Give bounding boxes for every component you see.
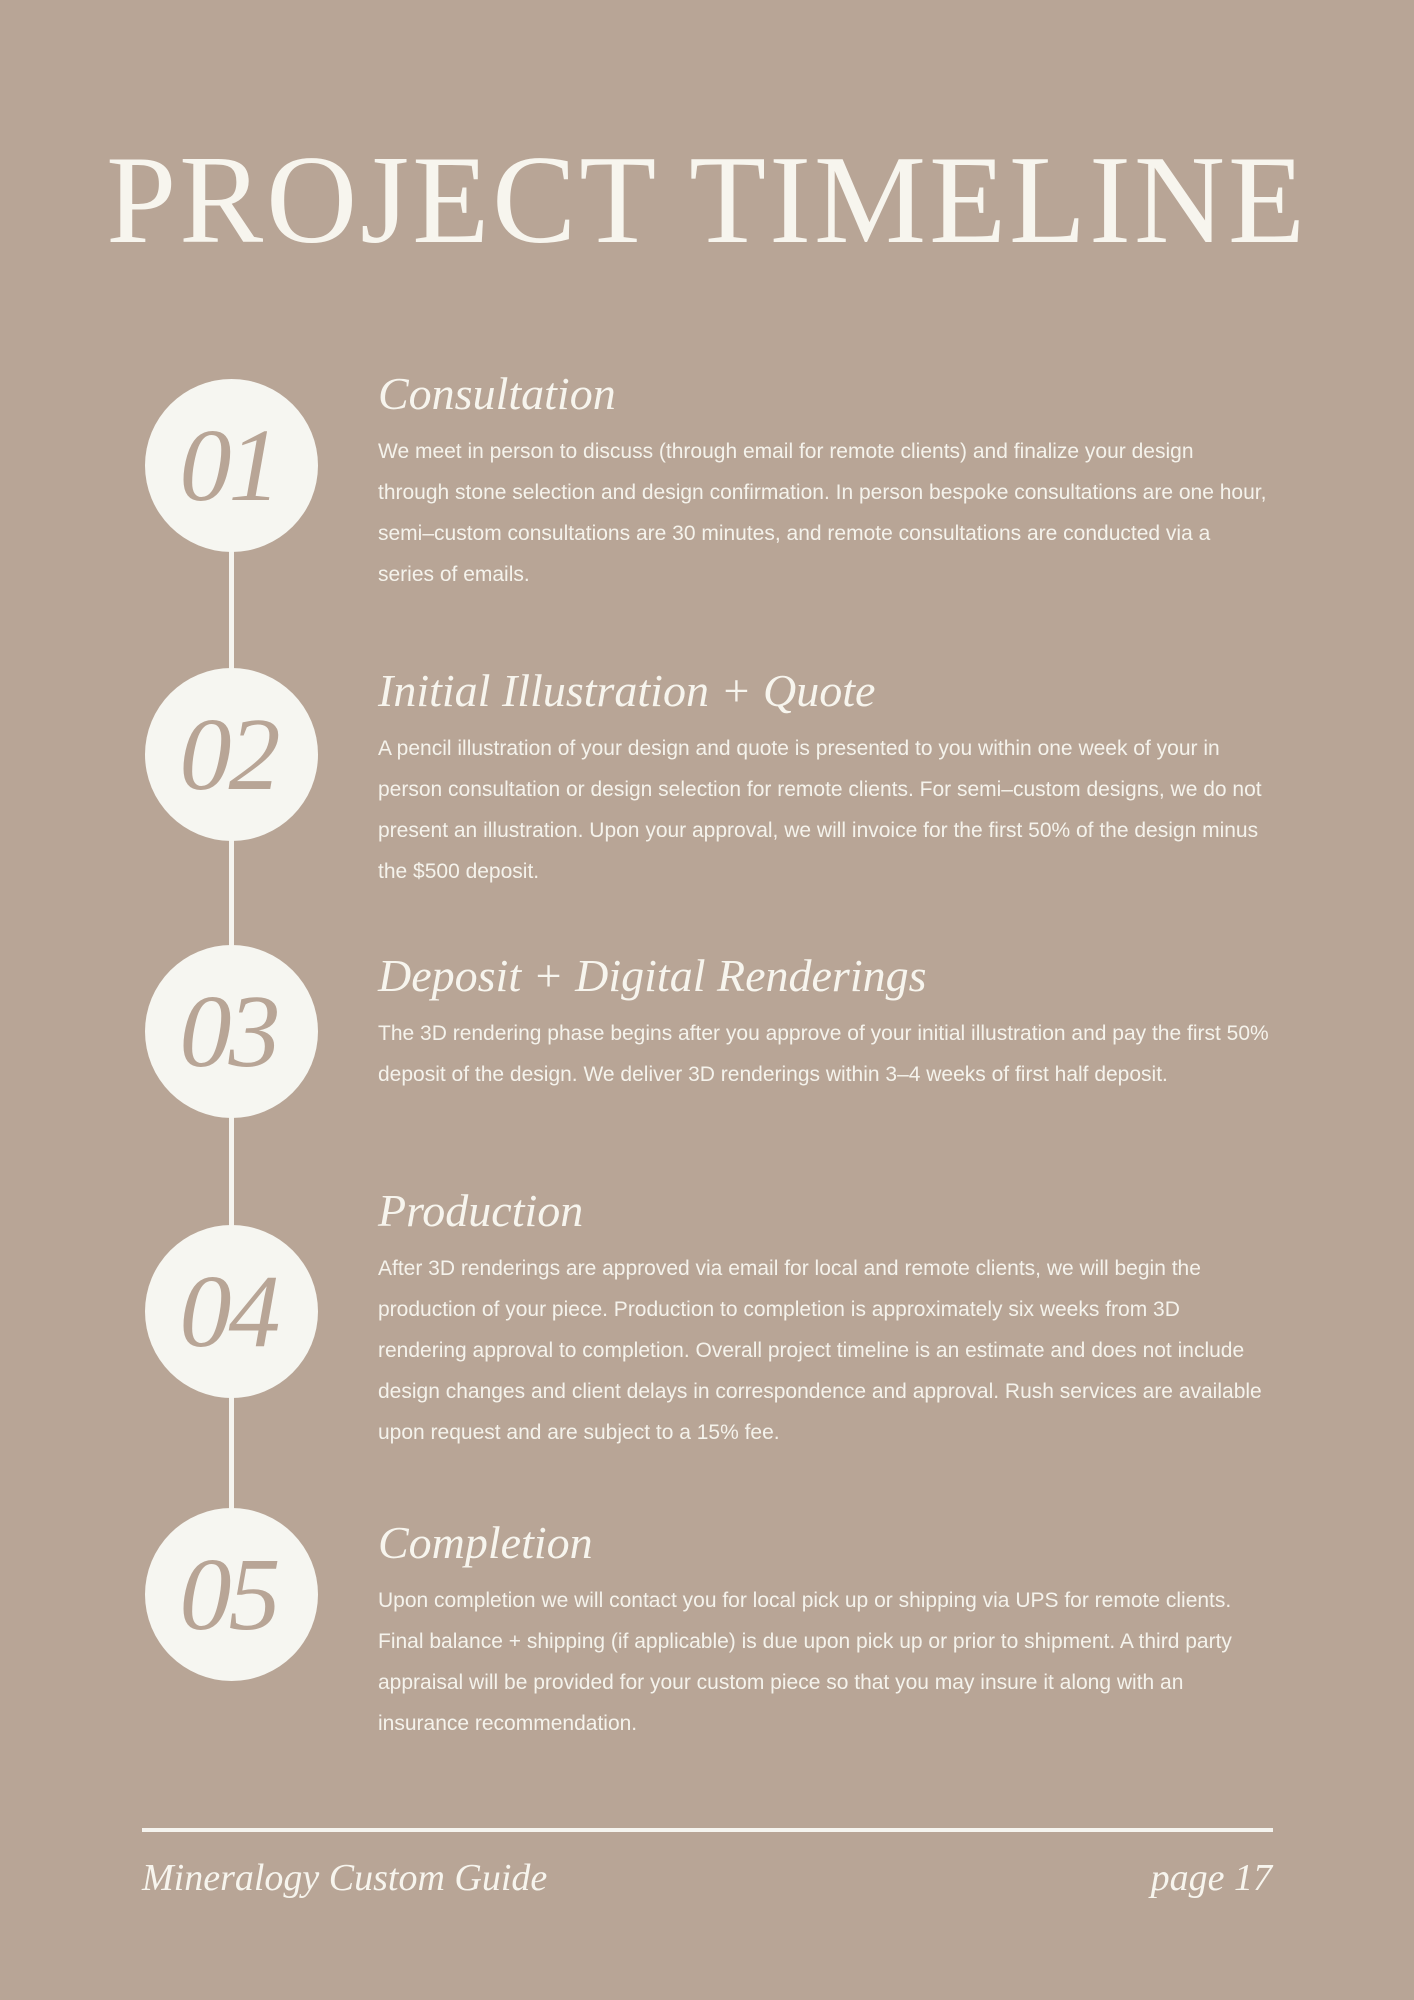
step-body: After 3D renderings are approved via email for local and remote clients, we will begin the production of your piece. Production to completion is approximately six weeks from 3D rendering approval to completion. Overall project timeline is an estimate and does not include design changes and client delays in correspondence and approval. Rush services are available upon request and are subject to a 15% fee. xyxy=(378,1256,1262,1444)
step-body: A pencil illustration of your design and quote is presented to you within one week of your in person consultation or design selection for remote clients. For semi–custom designs, we do not present an illustration. Upon your approval, we will invoice for the first 50% of the design minus the $500 deposit. xyxy=(378,736,1262,883)
timeline-step xyxy=(378,1517,1278,1744)
footer-guide-name: Mineralogy Custom Guide xyxy=(142,1857,548,1899)
step-number: 04 xyxy=(179,1253,278,1369)
step-heading: Consultation xyxy=(378,368,616,419)
timeline-step xyxy=(378,950,1278,1095)
step-body: We meet in person to discuss (through email for remote clients) and finalize your design through stone selection and design confirmation. In person bespoke consultations are one hour, semi–custom consultations are 30 minutes, and remote consultations are conducted via a series of emails. xyxy=(378,439,1267,586)
step-number-circle xyxy=(145,379,318,552)
step-number: 02 xyxy=(179,696,278,812)
step-body: Upon completion we will contact you for local pick up or shipping via UPS for remote clients. Final balance + shipping (if applicable) is due upon pick up or prior to shipment. A third party appraisal will be provided for your custom piece so that you may insure it along with an insurance recommendation. xyxy=(378,1588,1232,1735)
step-number-circle xyxy=(145,668,318,841)
page-title: PROJECT TIMELINE xyxy=(106,131,1308,270)
step-heading: Completion xyxy=(378,1517,593,1568)
step-heading: Initial Illustration + Quote xyxy=(378,665,876,716)
step-number: 01 xyxy=(179,407,278,523)
footer-page-number: page 17 xyxy=(1150,1857,1272,1899)
step-number-circle xyxy=(145,1508,318,1681)
footer-divider xyxy=(142,1828,1273,1832)
step-number: 05 xyxy=(179,1536,278,1652)
timeline-step xyxy=(378,368,1278,595)
step-number: 03 xyxy=(179,973,278,1089)
step-heading: Deposit + Digital Renderings xyxy=(378,950,927,1001)
step-number-circle xyxy=(145,1225,318,1398)
step-heading: Production xyxy=(378,1185,584,1236)
step-body: The 3D rendering phase begins after you approve of your initial illustration and pay the first 50% deposit of the design. We deliver 3D renderings within 3–4 weeks of first half deposit. xyxy=(378,1021,1269,1086)
timeline-step xyxy=(378,1185,1278,1453)
timeline-step xyxy=(378,665,1278,892)
step-number-circle xyxy=(145,945,318,1118)
